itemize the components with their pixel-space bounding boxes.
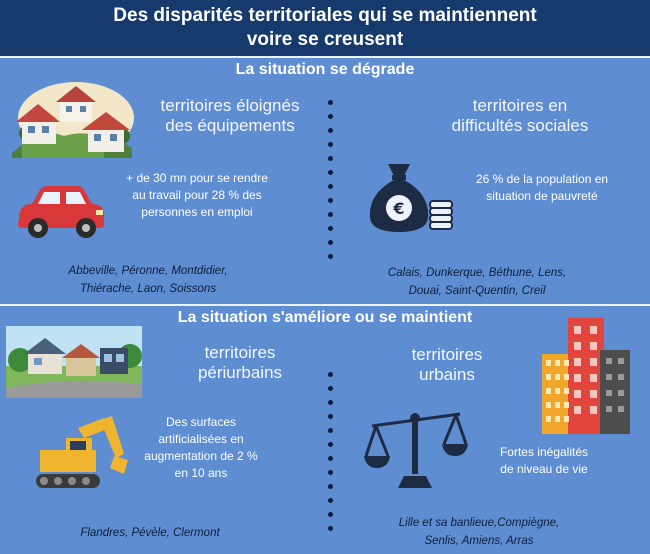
balance-scale-icon [364,404,468,490]
stat-line: en 10 ans [174,466,228,480]
cities-urbains [374,514,584,550]
heading-difficultes-sociales [420,96,620,136]
cities-line: Lille et sa banlieue,Compiègne, [398,517,560,529]
heading-line: urbains [419,365,475,384]
dotted-separator-bottom [328,372,334,540]
stat-temps-trajet [112,170,282,221]
cities-periurbains [40,524,260,542]
car-icon [14,182,108,240]
stat-pauvrete [456,171,628,205]
heading-urbains [392,345,502,385]
svg-text:€: € [393,199,405,218]
stat-line: situation de pauvreté [486,189,598,203]
stat-line: au travail pour 28 % des [132,188,262,202]
heading-line: territoires en [472,96,568,115]
section-title-degrade: La situation se dégrade [235,61,415,78]
divider-top [0,56,650,58]
stat-line: + de 30 mn pour se rendre [126,171,268,185]
heading-line: des équipements [165,116,295,135]
stat-line: personnes en emploi [141,205,253,219]
cities-difficultes-sociales [364,264,590,300]
dotted-separator-top [328,100,334,268]
title-line-1: Des disparités territoriales qui se maintiennent [113,5,537,26]
cities-line: Calais, Dunkerque, Béthune, Lens, [387,267,567,279]
cities-line: Abbeville, Péronne, Montdidier, [68,265,228,277]
stat-inegalites [484,444,604,478]
cities-line: Douai, Saint-Quentin, Creil [408,285,546,297]
stat-line: artificialisées en [158,432,244,446]
suburb-illustration [6,326,142,398]
heading-periurbains [170,343,310,383]
houses-icon [4,78,136,158]
stat-line: 26 % de la population en [475,172,609,186]
stat-line: Fortes inégalités [499,445,589,459]
page-title [0,4,650,52]
buildings-icon [540,316,640,434]
title-line-2: voire se creusent [246,29,404,50]
section-title-ameliore: La situation s'améliore ou se maintient [177,309,473,326]
heading-line: difficultés sociales [451,116,589,135]
stat-line: Des surfaces [165,415,237,429]
heading-line: territoires [411,345,483,364]
heading-line: territoires éloignés [160,96,300,115]
stat-line: de niveau de vie [500,462,588,476]
cities-line: Flandres, Pévèle, Clermont [80,527,220,539]
stat-line: augmentation de 2 % [144,449,258,463]
stat-surfaces-artificialisees [140,414,262,482]
heading-line: territoires [204,343,276,362]
heading-territoires-eloignes [140,96,320,136]
cities-line: Thiérache, Laon, Soissons [79,283,217,295]
money-bag-icon [360,160,456,236]
heading-line: périurbains [197,363,283,382]
cities-line: Senlis, Amiens, Arras [424,535,534,547]
excavator-icon [30,414,130,494]
cities-territoires-eloignes [30,262,266,298]
